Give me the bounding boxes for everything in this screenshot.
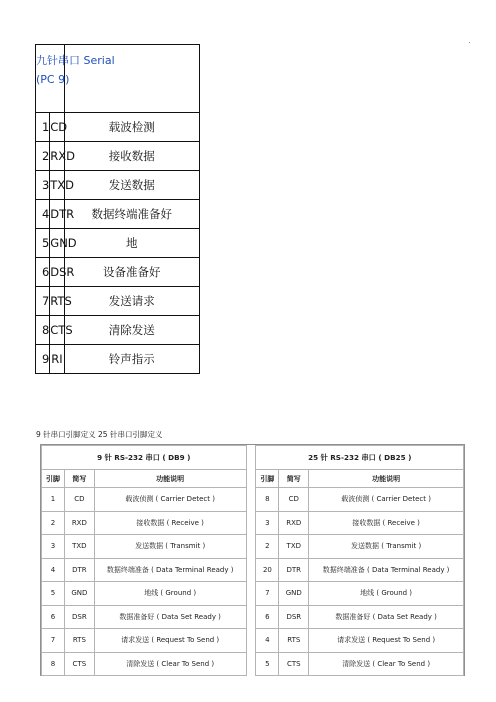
pin-number: 7 [36, 287, 50, 316]
db9-abbr: TXD [64, 535, 94, 559]
db25-function: 载波侦测 ( Carrier Detect ) [309, 488, 464, 512]
pin-number: 3 [36, 171, 50, 200]
db9-function: 数据准备好 ( Data Set Ready ) [94, 605, 246, 629]
pin-signal: GND [50, 229, 64, 258]
db9-pin: 6 [42, 605, 65, 629]
db25-abbr: GND [279, 582, 309, 606]
db9-function: 发送数据 ( Transmit ) [94, 535, 246, 559]
table-row [36, 171, 200, 200]
column-separator [246, 629, 256, 653]
db9-pin: 3 [42, 535, 65, 559]
db9-abbr: CTS [64, 652, 94, 676]
column-separator [246, 558, 256, 582]
pin-signal: RTS [50, 287, 64, 316]
db25-pin: 7 [256, 582, 279, 606]
db9-pin: 2 [42, 511, 65, 535]
db9-abbr: GND [64, 582, 94, 606]
pin-description: 清除发送 [64, 316, 199, 345]
db25-pin: 2 [256, 535, 279, 559]
db25-function: 发送数据 ( Transmit ) [309, 535, 464, 559]
db25-abbr: TXD [279, 535, 309, 559]
db9-pin: 5 [42, 582, 65, 606]
db25-function: 数据准备好 ( Data Set Ready ) [309, 605, 464, 629]
corner-dot [469, 42, 470, 43]
pin-description: 接收数据 [64, 142, 199, 171]
db9-pin: 7 [42, 629, 65, 653]
pin-description: 地 [64, 229, 199, 258]
column-separator [246, 446, 256, 470]
db9-function: 接收数据 ( Receive ) [94, 511, 246, 535]
db25-function: 地线 ( Ground ) [309, 582, 464, 606]
serial-header-line2: (PC 9) [36, 73, 70, 86]
db9-function: 地线 ( Ground ) [94, 582, 246, 606]
pin-number: 1 [36, 113, 50, 142]
db9-function: 请求发送 ( Request To Send ) [94, 629, 246, 653]
db25-function: 清除发送 ( Clear To Send ) [309, 652, 464, 676]
column-separator [246, 488, 256, 512]
pin-definition-caption: 9 针串口引脚定义 25 针串口引脚定义 [36, 430, 163, 439]
col-header-function: 功能说明 [309, 470, 464, 488]
db9-pin: 1 [42, 488, 65, 512]
db9-function: 载波侦测 ( Carrier Detect ) [94, 488, 246, 512]
db9-abbr: RXD [64, 511, 94, 535]
serial-pin-table [35, 44, 200, 374]
pin-number: 4 [36, 200, 50, 229]
db25-abbr: CTS [279, 652, 309, 676]
table-row [36, 200, 200, 229]
db9-abbr: RTS [64, 629, 94, 653]
db9-function: 数据终端准备 ( Data Terminal Ready ) [94, 558, 246, 582]
table-row [42, 629, 464, 653]
table-row [42, 535, 464, 559]
pin-description: 数据终端准备好 [64, 200, 199, 229]
db25-pin: 20 [256, 558, 279, 582]
pin-signal: TXD [50, 171, 64, 200]
column-separator [246, 652, 256, 676]
pin-signal: CTS [50, 316, 64, 345]
table-row [36, 113, 200, 142]
db9-title: 9 针 RS-232 串口 ( DB9 ) [42, 446, 247, 470]
serial-table-header-row [36, 45, 200, 113]
db25-abbr: RXD [279, 511, 309, 535]
table-row [42, 582, 464, 606]
db25-function: 数据终端准备 ( Data Terminal Ready ) [309, 558, 464, 582]
pin-description: 发送请求 [64, 287, 199, 316]
col-header-abbr: 简写 [279, 470, 309, 488]
column-separator [246, 605, 256, 629]
db9-pin: 4 [42, 558, 65, 582]
pin-description: 铃声指示 [64, 345, 199, 374]
rs232-comparison-frame [40, 444, 465, 676]
serial-header-line1: 九针串口 Serial [36, 54, 115, 67]
db25-pin: 4 [256, 629, 279, 653]
column-separator [246, 535, 256, 559]
table-row [42, 652, 464, 676]
table-row [36, 229, 200, 258]
pin-signal: CD [50, 113, 64, 142]
table-row [36, 287, 200, 316]
db9-abbr: DTR [64, 558, 94, 582]
rs232-comparison-table [41, 445, 464, 676]
pin-number: 9 [36, 345, 50, 374]
pin-signal: DSR [50, 258, 64, 287]
serial-table-header-cell [36, 45, 115, 113]
db9-function: 清除发送 ( Clear To Send ) [94, 652, 246, 676]
db25-pin: 8 [256, 488, 279, 512]
col-header-pin: 引脚 [256, 470, 279, 488]
db25-pin: 3 [256, 511, 279, 535]
db9-pin: 8 [42, 652, 65, 676]
col-header-function: 功能说明 [94, 470, 246, 488]
pin-number: 5 [36, 229, 50, 258]
column-separator [246, 470, 256, 488]
table-row [36, 142, 200, 171]
column-separator [246, 511, 256, 535]
db25-pin: 6 [256, 605, 279, 629]
col-header-abbr: 简写 [64, 470, 94, 488]
comparison-title-row [42, 446, 464, 470]
pin-number: 8 [36, 316, 50, 345]
pin-number: 2 [36, 142, 50, 171]
pin-signal: RXD [50, 142, 64, 171]
table-row [42, 511, 464, 535]
db25-function: 请求发送 ( Request To Send ) [309, 629, 464, 653]
table-row [36, 258, 200, 287]
pin-signal: RI [50, 345, 64, 374]
table-row [42, 558, 464, 582]
db25-abbr: CD [279, 488, 309, 512]
pin-description: 设备准备好 [64, 258, 199, 287]
db9-abbr: DSR [64, 605, 94, 629]
pin-number: 6 [36, 258, 50, 287]
db9-abbr: CD [64, 488, 94, 512]
comparison-header-row [42, 470, 464, 488]
table-row [36, 316, 200, 345]
db25-abbr: RTS [279, 629, 309, 653]
table-row [42, 488, 464, 512]
column-separator [246, 582, 256, 606]
pin-signal: DTR [50, 200, 64, 229]
table-row [42, 605, 464, 629]
pin-description: 载波检测 [64, 113, 199, 142]
db25-abbr: DSR [279, 605, 309, 629]
table-row [36, 345, 200, 374]
db25-pin: 5 [256, 652, 279, 676]
db25-abbr: DTR [279, 558, 309, 582]
col-header-pin: 引脚 [42, 470, 65, 488]
db25-function: 接收数据 ( Receive ) [309, 511, 464, 535]
pin-description: 发送数据 [64, 171, 199, 200]
db25-title: 25 针 RS-232 串口 ( DB25 ) [256, 446, 464, 470]
